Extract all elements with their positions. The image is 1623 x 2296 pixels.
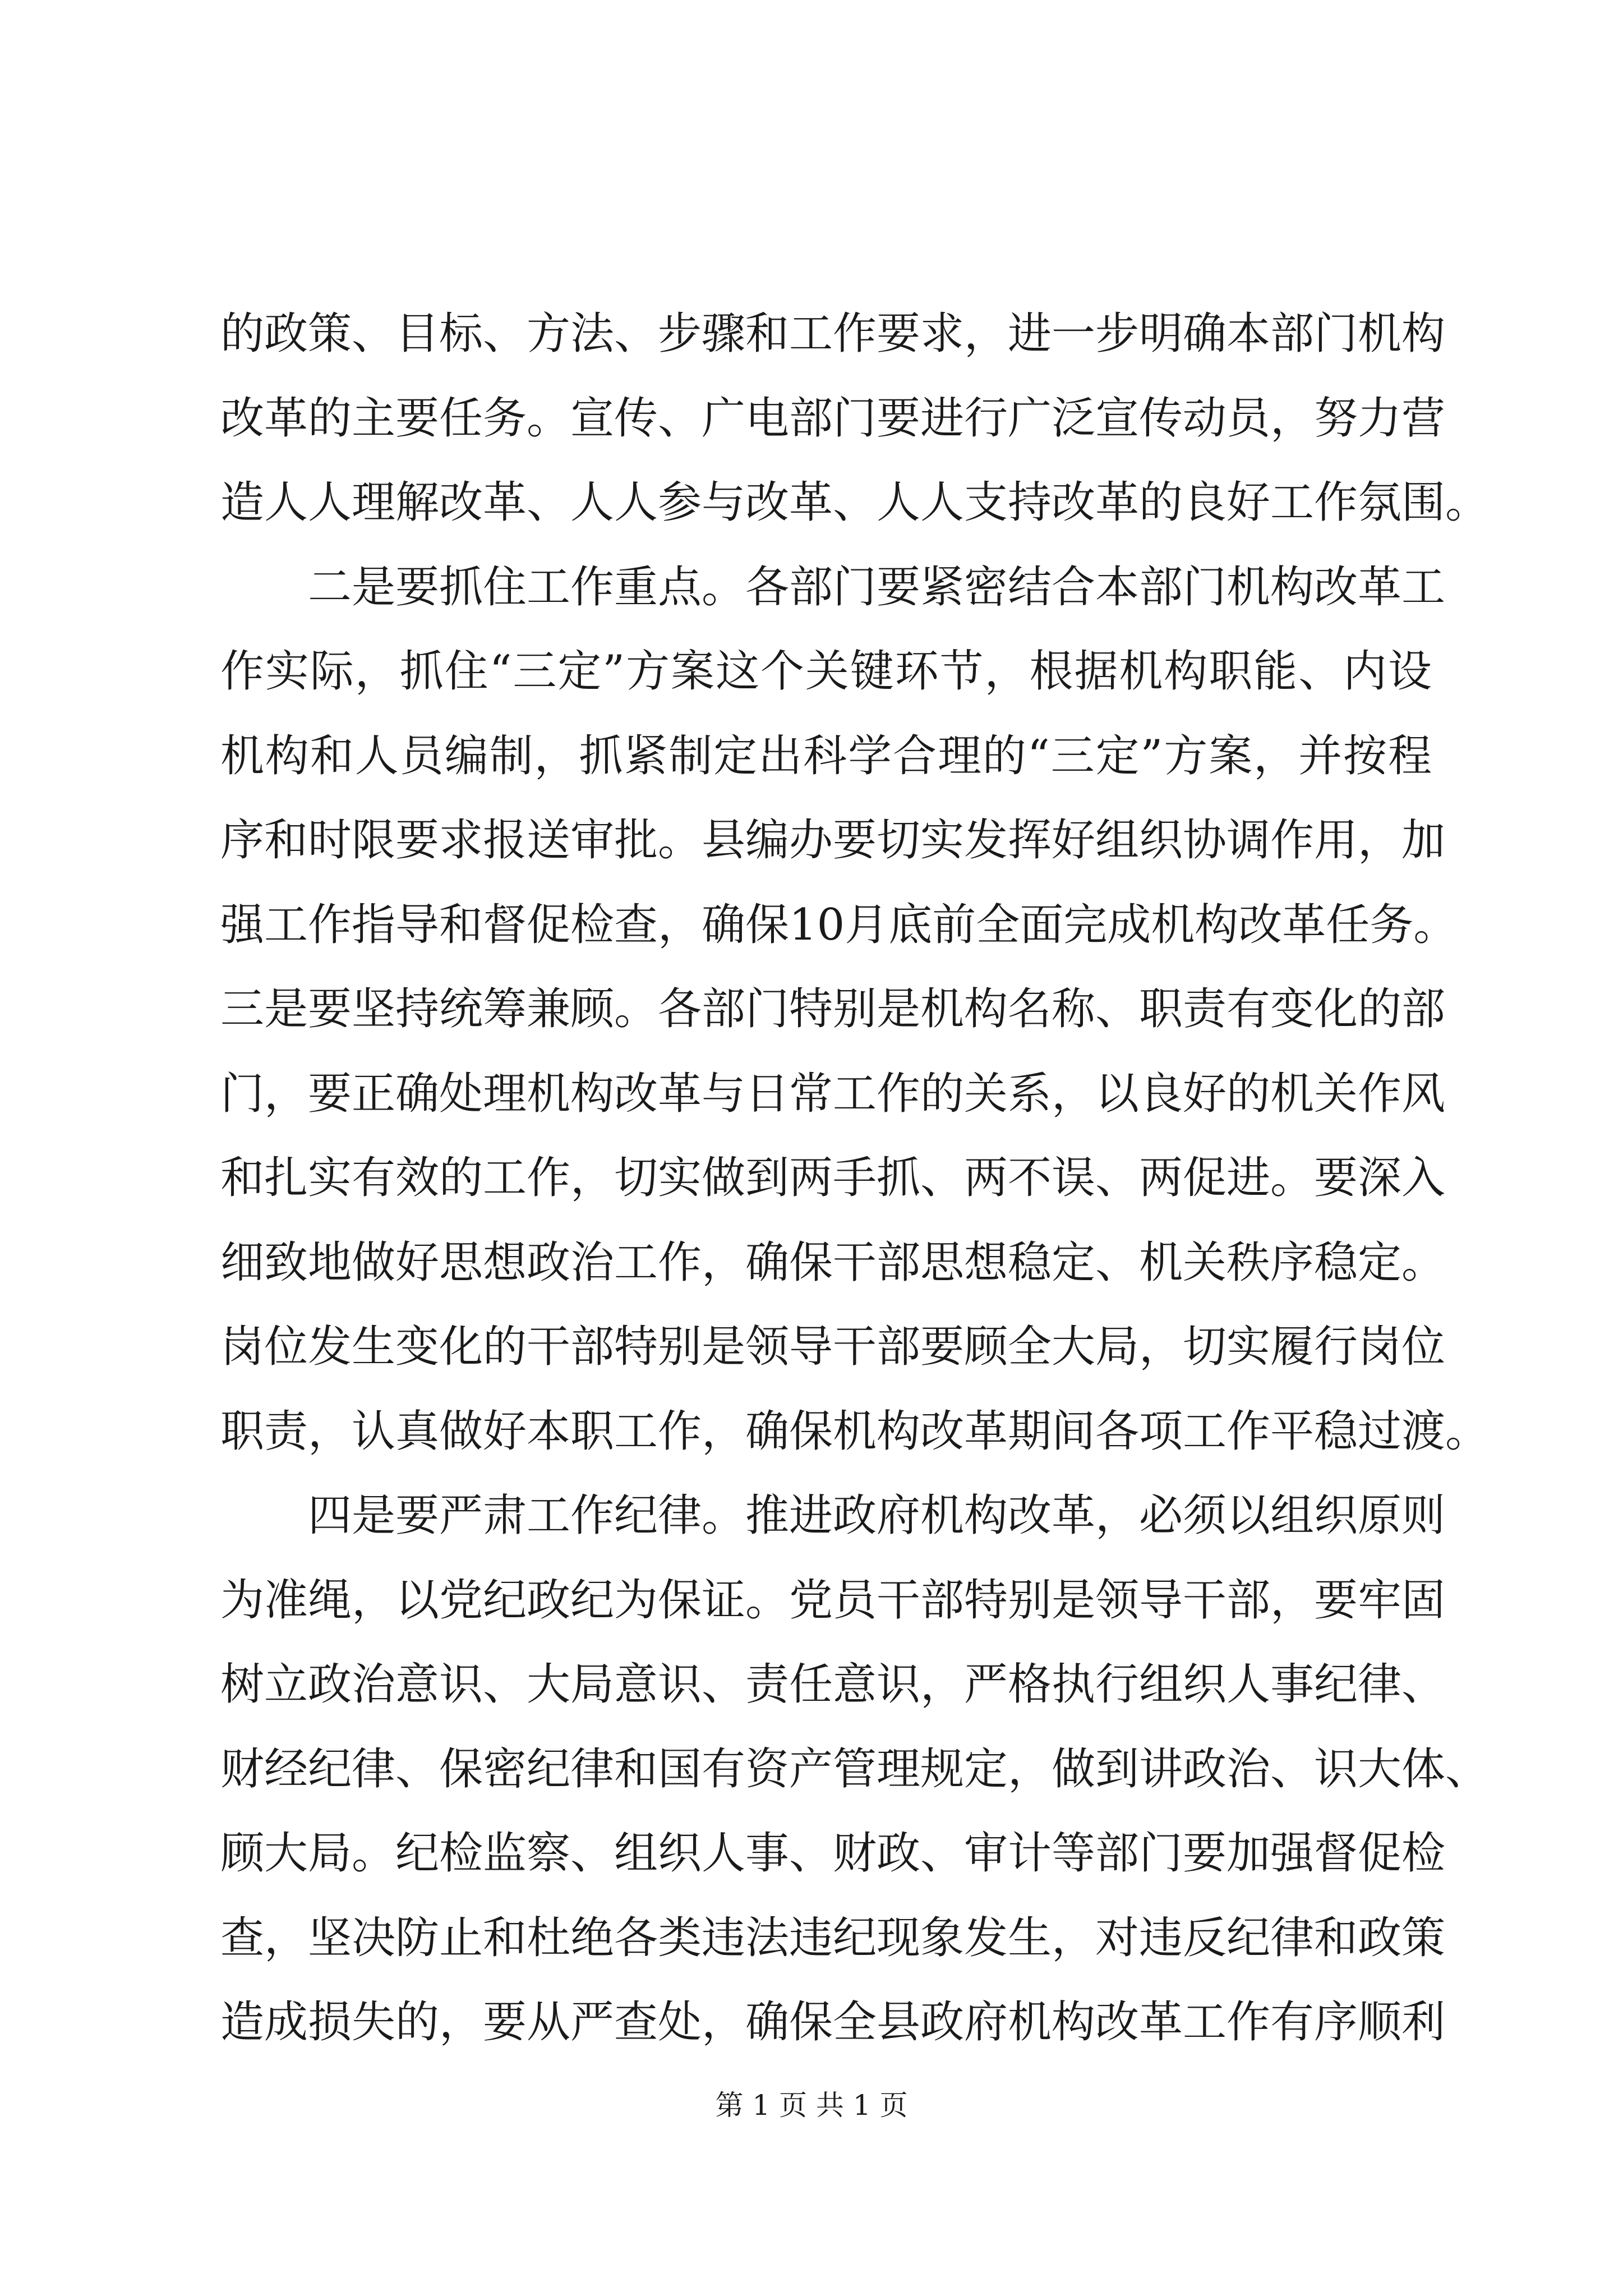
text-line: 的政策、目标、方法、步骤和工作要求，进一步明确本部门机构 <box>220 309 1446 359</box>
text-line: 四是要严肃工作纪律。推进政府机构改革，必须以组织原则 <box>220 1490 1446 1541</box>
text-line: 岗位发生变化的干部特别是领导干部要顾全大局，切实履行岗位 <box>220 1322 1446 1372</box>
text-line: 顾大局。纪检监察、组织人事、财政、审计等部门要加强督促检 <box>220 1828 1446 1879</box>
text-line: 财经纪律、保密纪律和国有资产管理规定，做到讲政治、识大体、 <box>220 1743 1490 1795</box>
text-line: 造人人理解改革、人人参与改革、人人支持改革的良好工作氛围。 <box>220 477 1490 528</box>
text-line: 造成损失的，要从严查处，确保全县政府机构改革工作有序顺利 <box>220 1997 1446 2047</box>
text-line: 机构和人员编制，抓紧制定出科学合理的“三定”方案，并按程 <box>220 730 1432 781</box>
text-line: 树立政治意识、大局意识、责任意识，严格执行组织人事纪律、 <box>220 1659 1446 1710</box>
page-footer <box>0 2086 1623 2125</box>
text-line: 细致地做好思想政治工作，确保干部思想稳定、机关秩序稳定。 <box>220 1237 1446 1288</box>
text-line: 改革的主要任务。宣传、广电部门要进行广泛宣传动员，努力营 <box>220 393 1446 444</box>
text-line: 和扎实有效的工作，切实做到两手抓、两不误、两促进。要深入 <box>220 1153 1446 1203</box>
text-line: 序和时限要求报送审批。县编办要切实发挥好组织协调作用，加 <box>220 815 1446 866</box>
text-line: 查，坚决防止和杜绝各类违法违纪现象发生，对违反纪律和政策 <box>220 1912 1446 1963</box>
text-line: 门，要正确处理机构改革与日常工作的关系，以良好的机关作风 <box>220 1068 1446 1119</box>
text-line: 职责，认真做好本职工作，确保机构改革期间各项工作平稳过渡。 <box>220 1406 1490 1457</box>
text-line: 强工作指导和督促检查，确保10月底前全面完成机构改革任务。 <box>220 899 1458 950</box>
text-line: 作实际，抓住“三定”方案这个关键环节，根据机构职能、内设 <box>220 646 1432 697</box>
body-text <box>220 292 1490 2065</box>
text-line: 三是要坚持统筹兼顾。各部门特别是机构名称、职责有变化的部 <box>220 984 1446 1034</box>
text-line: 为准绳，以党纪政纪为保证。党员干部特别是领导干部，要牢固 <box>220 1575 1446 1626</box>
page-number: 第 1 页 共 1 页 <box>715 2089 908 2122</box>
text-line: 二是要抓住工作重点。各部门要紧密结合本部门机构改革工 <box>220 562 1446 613</box>
